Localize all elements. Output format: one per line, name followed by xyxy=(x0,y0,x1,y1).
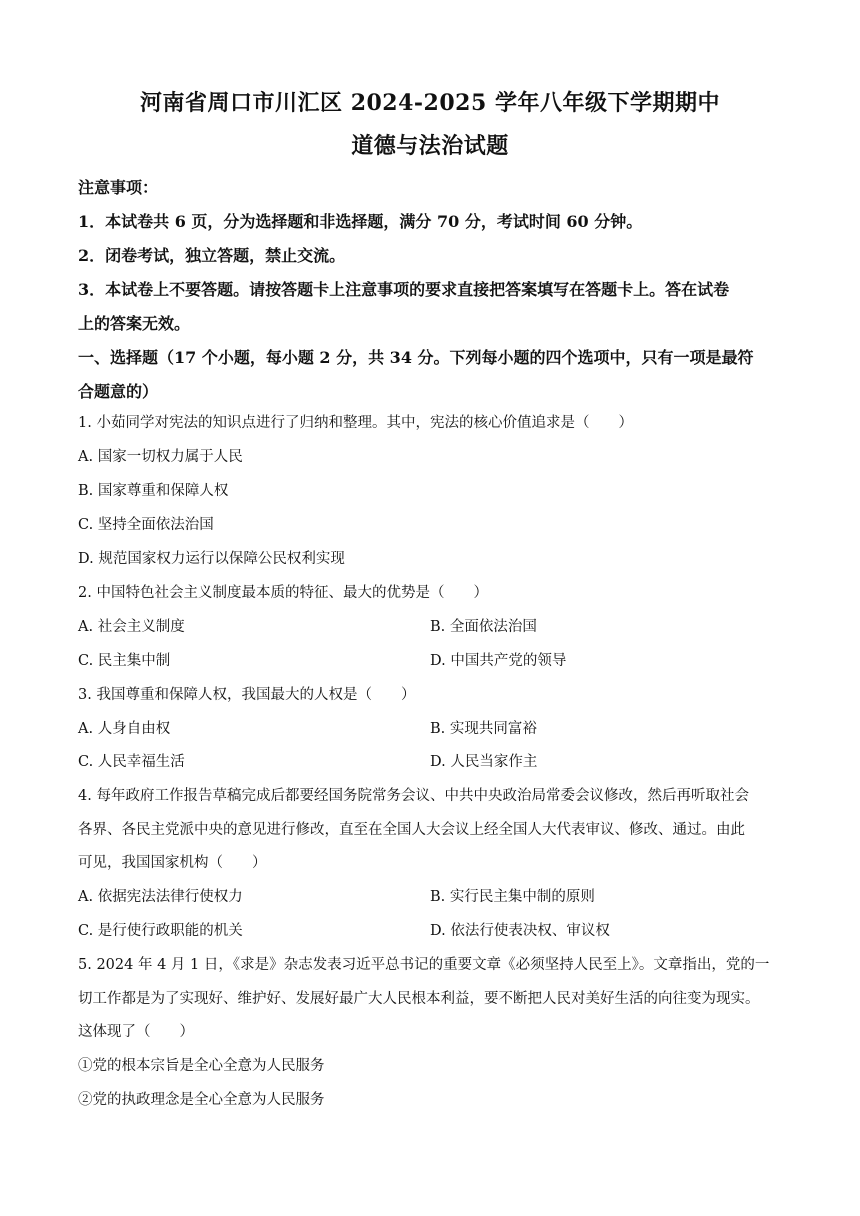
q4-option-c: C. 是行使行政职能的机关 xyxy=(78,923,243,939)
q4-option-a: A. 依据宪法法律行使权力 xyxy=(78,889,243,905)
notice-heading: 注意事项： xyxy=(78,178,159,197)
q3-option-d: D. 人民当家作主 xyxy=(430,754,538,770)
q5-stem-line1: 5. 2024 年 4 月 1 日，《求是》杂志发表习近平总书记的重要文章《必须坚持人民至上》。文章指出，党的一 xyxy=(78,957,770,973)
q2-option-b: B. 全面依法治国 xyxy=(430,619,537,635)
q2-option-c: C. 民主集中制 xyxy=(78,653,171,669)
q1-stem: 1. 小茹同学对宪法的知识点进行了归纳和整理。其中，宪法的核心价值追求是（ ） xyxy=(78,415,633,431)
exam-title-line2: 道德与法治试题 xyxy=(351,133,509,159)
q5-stem-line3: 这体现了（ ） xyxy=(78,1024,194,1040)
notice-item-3: 3．本试卷上不要答题。请按答题卡上注意事项的要求直接把答案填写在答题卡上。答在试卷 xyxy=(78,280,730,299)
q4-option-d: D. 依法行使表决权、审议权 xyxy=(430,923,610,939)
section-heading-line1: 一、选择题（17 个小题，每小题 2 分，共 34 分。下列每小题的四个选项中，只有一项是最符 xyxy=(78,348,754,367)
q4-stem-line2: 各界、各民主党派中央的意见进行修改，直至在全国人大会议上经全国人大代表审议、修改、通过。由此 xyxy=(78,822,745,838)
q3-stem: 3. 我国尊重和保障人权，我国最大的人权是（ ） xyxy=(78,687,416,703)
q2-option-d: D. 中国共产党的领导 xyxy=(430,653,567,669)
notice-item-3-cont: 上的答案无效。 xyxy=(78,314,191,333)
q5-statement-1: ①党的根本宗旨是全心全意为人民服务 xyxy=(78,1058,325,1074)
q1-option-c: C. 坚持全面依法治国 xyxy=(78,517,214,533)
q5-statement-2: ②党的执政理念是全心全意为人民服务 xyxy=(78,1092,325,1108)
q5-stem-line2: 切工作都是为了实现好、维护好、发展好最广大人民根本利益，要不断把人民对美好生活的向往变为现实。 xyxy=(78,991,760,1007)
q2-stem: 2. 中国特色社会主义制度最本质的特征、最大的优势是（ ） xyxy=(78,585,488,601)
exam-title-line1: 河南省周口市川汇区 2024-2025 学年八年级下学期期中 xyxy=(140,90,720,116)
q4-stem-line1: 4. 每年政府工作报告草稿完成后都要经国务院常务会议、中共中央政治局常委会议修改，然后再听取社会 xyxy=(78,788,749,804)
q1-option-d: D. 规范国家权力运行以保障公民权利实现 xyxy=(78,551,345,567)
q3-option-b: B. 实现共同富裕 xyxy=(430,721,537,737)
q3-option-c: C. 人民幸福生活 xyxy=(78,754,185,770)
notice-item-2: 2．闭卷考试，独立答题，禁止交流。 xyxy=(78,246,346,265)
q1-option-b: B. 国家尊重和保障人权 xyxy=(78,483,229,499)
q4-option-b: B. 实行民主集中制的原则 xyxy=(430,889,595,905)
q2-option-a: A. 社会主义制度 xyxy=(78,619,185,635)
q1-option-a: A. 国家一切权力属于人民 xyxy=(78,449,243,465)
notice-item-1: 1．本试卷共 6 页，分为选择题和非选择题，满分 70 分，考试时间 60 分钟。 xyxy=(78,212,643,231)
q4-stem-line3: 可见，我国国家机构（ ） xyxy=(78,855,267,871)
q3-option-a: A. 人身自由权 xyxy=(78,721,171,737)
section-heading-line2: 合题意的） xyxy=(78,382,159,401)
